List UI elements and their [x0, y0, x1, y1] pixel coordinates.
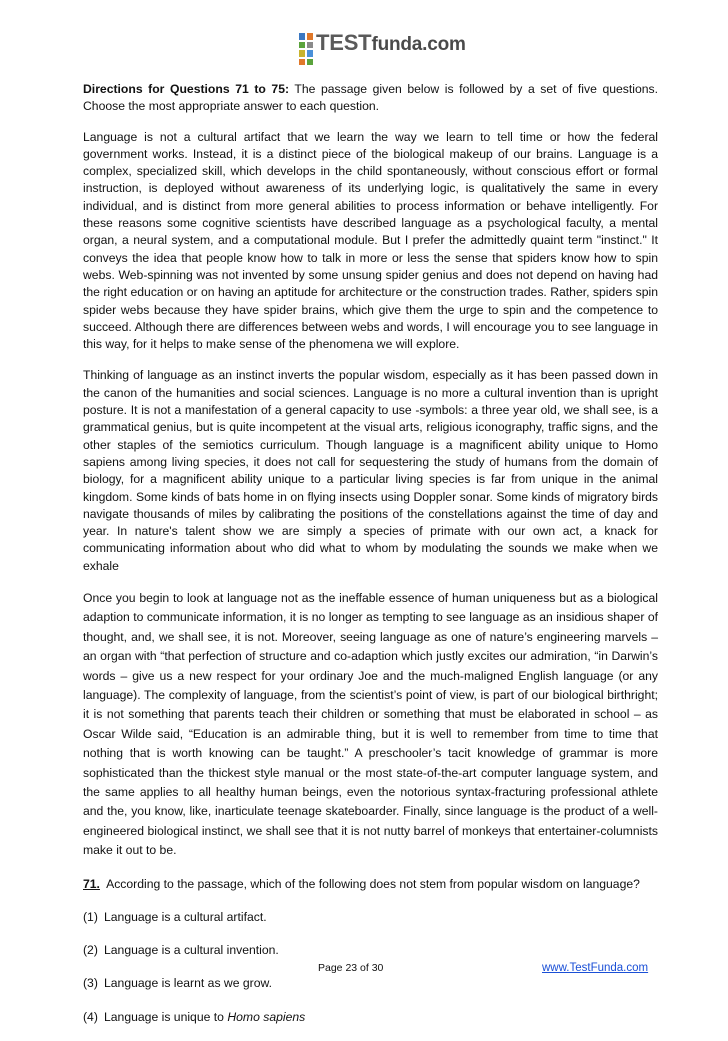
passage-paragraph-1: Language is not a cultural artifact that we learn the way we learn to tell time or how the federal government works. Instead, it is a distinct piece of the biological makeup of our brains. Language is a complex, specialized skill, which develops in the child spontaneously, without conscious effort or formal instruction, is deployed without awareness of its underlying logic, is qualitatively the same in every individual, and is distinct from more general abilities to process information or behave intelligently. For these reasons some cognitive scientists have described language as a psychological faculty, a mental organ, a neural system, and a computational module. But I prefer the admittedly quaint term "instinct." It conveys the idea that people know how to talk in more or less the sense that spiders know how to spin webs. Web-spinning was not invented by some unsung spider genius and does not depend on having had the right education or on having an aptitude for architecture or the construction trades. Rather, spiders spin spider webs because they have spider brains, which give them the urge to spin and the competence to succeed. Although there are differences between webs and words, I will encourage you to see language in this way, for it helps to make sense of the phenomena we will explore.: [83, 129, 658, 352]
question-stem: [83, 875, 658, 894]
passage-paragraph-3: Once you begin to look at language not as the ineffable essence of human uniqueness but as a biological adaption to communicate information, it is no longer as tempting to see language as an insidious shaper of thought, and, we shall see, it is not. Moreover, seeing language as one of nature’s engineering marvels – an organ with “that perfection of structure and co-adaption which justly excites our admiration, “in Darwin’s words – give us a new respect for your ordinary Joe and the much-maligned English language (or any language). The complexity of language, from the scientist’s point of view, is part of our biological birthright; it is not something that parents teach their children or something that must be elaborated in school – as Oscar Wilde said, “Education is an admirable thing, but it is well to remember from time to time that nothing that is worth knowing can be taught.” A preschooler’s tacit knowledge of grammar is more sophisticated than the thickest style manual or the most state-of-the-art computer language system, and the same applies to all healthy human beings, even the notorious syntax-fracturing professional athlete and the, you know, like, inarticulate teenage skateboarder. Finally, since language is the product of a well-engineered biological instinct, we shall see that it is not nutty barrel of monkeys that entertainer-columnists make it out to be.: [83, 591, 658, 858]
question-71: [83, 875, 658, 1027]
option-text: Language is a cultural artifact.: [104, 909, 267, 924]
option-text: Language is learnt as we grow.: [104, 976, 273, 991]
option-number: (4): [83, 1009, 98, 1024]
option-number: (2): [83, 943, 98, 958]
option-number: (1): [83, 909, 98, 924]
option-text: Language is unique to: [104, 1009, 228, 1024]
option-1[interactable]: [83, 908, 658, 927]
directions-text: The passage given below is followed by a set of five questions. Choose the most appropriate answer to each question.: [83, 82, 658, 114]
logo-text: TESTfunda.com: [316, 30, 466, 55]
testfunda-logo: [299, 27, 469, 71]
logo-squares-icon: [299, 33, 313, 65]
question-number: 71.: [83, 876, 100, 891]
option-text-italic: Homo sapiens: [227, 1009, 306, 1024]
page-footer: [0, 962, 728, 980]
question-text: According to the passage, which of the following does not stem from popular wisdom on language?: [106, 876, 640, 891]
directions-label: Directions for Questions 71 to 75:: [83, 82, 290, 96]
directions: [83, 81, 658, 116]
page-content: [83, 81, 658, 1041]
option-2[interactable]: [83, 941, 658, 960]
page-number: Page 23 of 30: [318, 962, 384, 974]
passage-paragraph-2: Thinking of language as an instinct inverts the popular wisdom, especially as it has been passed down in the canon of the humanities and social sciences. Language is no more a cultural invention than is upright posture. It is not a manifestation of a general capacity to use -symbols: a three year old, we shall see, is a grammatical genius, but is quite incompetent at the visual arts, religious iconography, traffic signs, and the other staples of the semiotics curriculum. Though language is a magnificent ability unique to Homo sapiens among living species, it does not call for sequestering the study of humans from the domain of biology, for a magnificent ability unique to a particular living species is far from unique in the animal kingdom. Some kinds of bats home in on flying insects using Doppler sonar. Some kinds of migratory birds navigate thousands of miles by calibrating the positions of the constellations against the time of day and year. In nature's talent show we are simply a species of primate with our own act, a knack for communicating information about who did what to whom by modulating the sounds we make when we exhale: [83, 368, 658, 573]
option-4[interactable]: [83, 1008, 658, 1027]
option-number: (3): [83, 976, 98, 991]
testfunda-link[interactable]: www.TestFunda.com: [542, 962, 649, 974]
option-text: Language is a cultural invention.: [104, 943, 279, 958]
